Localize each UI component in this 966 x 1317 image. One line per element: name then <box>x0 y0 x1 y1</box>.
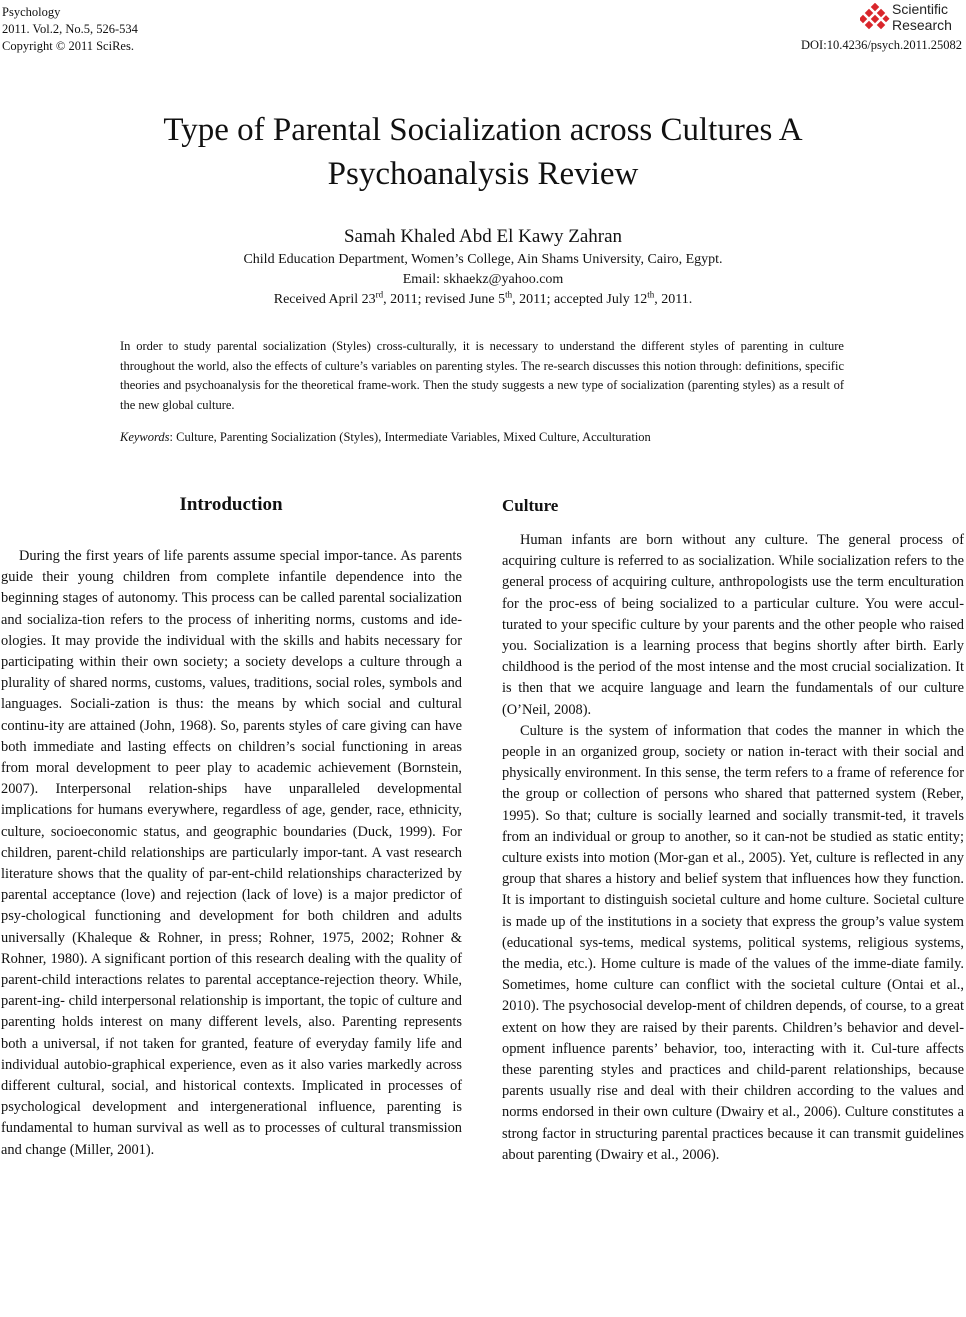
journal-header <box>2 4 138 55</box>
article-meta <box>0 250 966 310</box>
keywords-label: Keywords <box>120 430 170 444</box>
introduction-paragraph: During the first years of life parents assume special impor-tance. As parents guide their young children from complete infantile dependence into the beginning stages of autonomy. This process can be called parental socialization and socializa-tion refers to the process of inheriting norms, customs and ide-ologies. It may provide the individual with the skills and habits necessary for participating within their own society; a society develops a culture through a plurality of shared norms, customs, values, traditions, social roles, symbols and languages. Sociali-zation is thus: the means by which social and cultural continu-ity are attained (John, 1968). So, parents styles of care giving can have both immediate and lasting effects on children’s social functioning in areas from moral development to peer play to academic achievement (Bornstein, 2007). Interpersonal relation-ships have unparalleled developmental implications for humans everywhere, regardless of age, gender, race, ethnicity, culture, socioeconomic status, and geographic boundaries (Duck, 1999). For children, parent-child relationships are particularly impor-tant. A vast research literature shows that the quality of par-ent-child relationships characterized by parental acceptance (love) and rejection (lack of love) is a major predictor of psy-chological functioning and development for both children and adults universally (Khaleque & Rohner, in press; Rohner, 1975, 2002; Rohner & Rohner, 1980). A significant portion of this research dealing with the quality of parent-child interactions relates to parental acceptance-rejection theory. While, parent-ing- child interpersonal relationship is important, the topic of culture and parenting holds interest on many different levels, also. Parenting represents both a universal, if not taken for granted, feature of everyday family life and individual autobio-graphical experience, even as it also varies markedly across different cultural, social, and historical contexts. Implicated in processes of psychological development and intergenerational influence, parenting is fundamental to human survival as well as to processes of cultural transmission and change (Miller, 2001). <box>1 548 462 1158</box>
doi: DOI:10.4236/psych.2011.25082 <box>801 38 962 52</box>
culture-paragraph-1: Human infants are born without any culture. The general process of acquiring culture is referred to as socialization. While socialization refers to the general process of acquiring culture, anthropologists use the term enculturation for the proc-ess of being socialized to a particular culture. You were accul-turated to your specific culture by your parents and the other people who raised you. Socialization is a learning process that begins shortly after birth. Early childhood is the period of the most intense and the most crucial socialization. It is then that we acquire language and learn the fundamentals of our culture (O’Neil, 2008). <box>502 532 964 718</box>
copyright-notice: Copyright © 2011 SciRes. <box>2 39 134 53</box>
title-line-2: Psychoanalysis Review <box>327 156 639 192</box>
publisher-name-line2: Research <box>892 17 952 33</box>
logo-diamond-icon <box>860 3 890 33</box>
publisher-name-line1: Scientific <box>892 1 949 17</box>
keywords <box>120 428 844 447</box>
culture-paragraph-2: Culture is the system of information that codes the manner in which the people in an organized group, society or nation in-teract with their social and physically environment. In this sense, the term refers to a frame of reference for the group or collection of persons who shared that patterned system (Reber, 1995). So that; culture is socially learned and socially transmit-ted, it travels from an individual or group to another, so it can-not be studied as static entity; culture exists into motion (Mor-gan et al., 2005). Yet, culture is reflected in any group that shares a history and belief system that influences how they function. It is important to distinguish societal culture and home culture. Societal culture is made up of the institutions in a society that express the group’s value system (educational sys-tems, medical systems, political systems, religious systems, the media, etc.). Home culture is made of the values of the imme-diate family. Sometimes, home culture can conflict with the societal culture (Ontai et al., 2010). The psychosocial develop-ment of children depends, of course, to a great extent on how they are raised by their parents. Children’s behavior and devel-opment influence parents’ behavior, too, interacting with it. Cul-ture affects these parenting styles and practices and child-parent relationships, because parents usually rise and deal with their children according to the values and norms endorsed in their own culture (Dwairy et al., 2006). Culture constitutes a strong factor in structuring parental practices because it can transmit guidelines about parenting (Dwairy et al., 2006). <box>502 722 964 1163</box>
introduction-column <box>1 546 462 1161</box>
abstract: In order to study parental socialization (Styles) cross-culturally, it is necessary to understand the different styles of parenting in culture throughout the world, also the effects of culture’s variables on parenting styles. The re-search discusses this notion through: definitions, specific theories and psychoanalysis for the theoretical frame-work. Then the study suggests a new type of socialization (parenting styles) as a result of the new global culture. <box>120 339 844 412</box>
introduction-heading: Introduction <box>179 494 283 515</box>
publisher-logo <box>860 0 960 36</box>
article-title <box>0 108 966 196</box>
affiliation: Child Education Department, Women’s College, Ain Shams University, Cairo, Egypt. <box>243 252 723 267</box>
email: Email: skhaekz@yahoo.com <box>402 272 564 287</box>
culture-column <box>502 530 964 1166</box>
keywords-list: : Culture, Parenting Socialization (Styles), Intermediate Variables, Mixed Culture, Acculturation <box>169 430 651 444</box>
culture-heading: Culture <box>502 496 559 515</box>
journal-name: Psychology <box>2 5 61 19</box>
journal-volume: 2011. Vol.2, No.5, 526-534 <box>2 22 138 36</box>
author-name: Samah Khaled Abd El Kawy Zahran <box>343 226 623 247</box>
received-dates: Received April 23rd, 2011; revised June 5th, 2011; accepted July 12th, 2011. <box>273 289 693 307</box>
title-line-1: Type of Parental Socialization across Cultures A <box>163 112 803 148</box>
